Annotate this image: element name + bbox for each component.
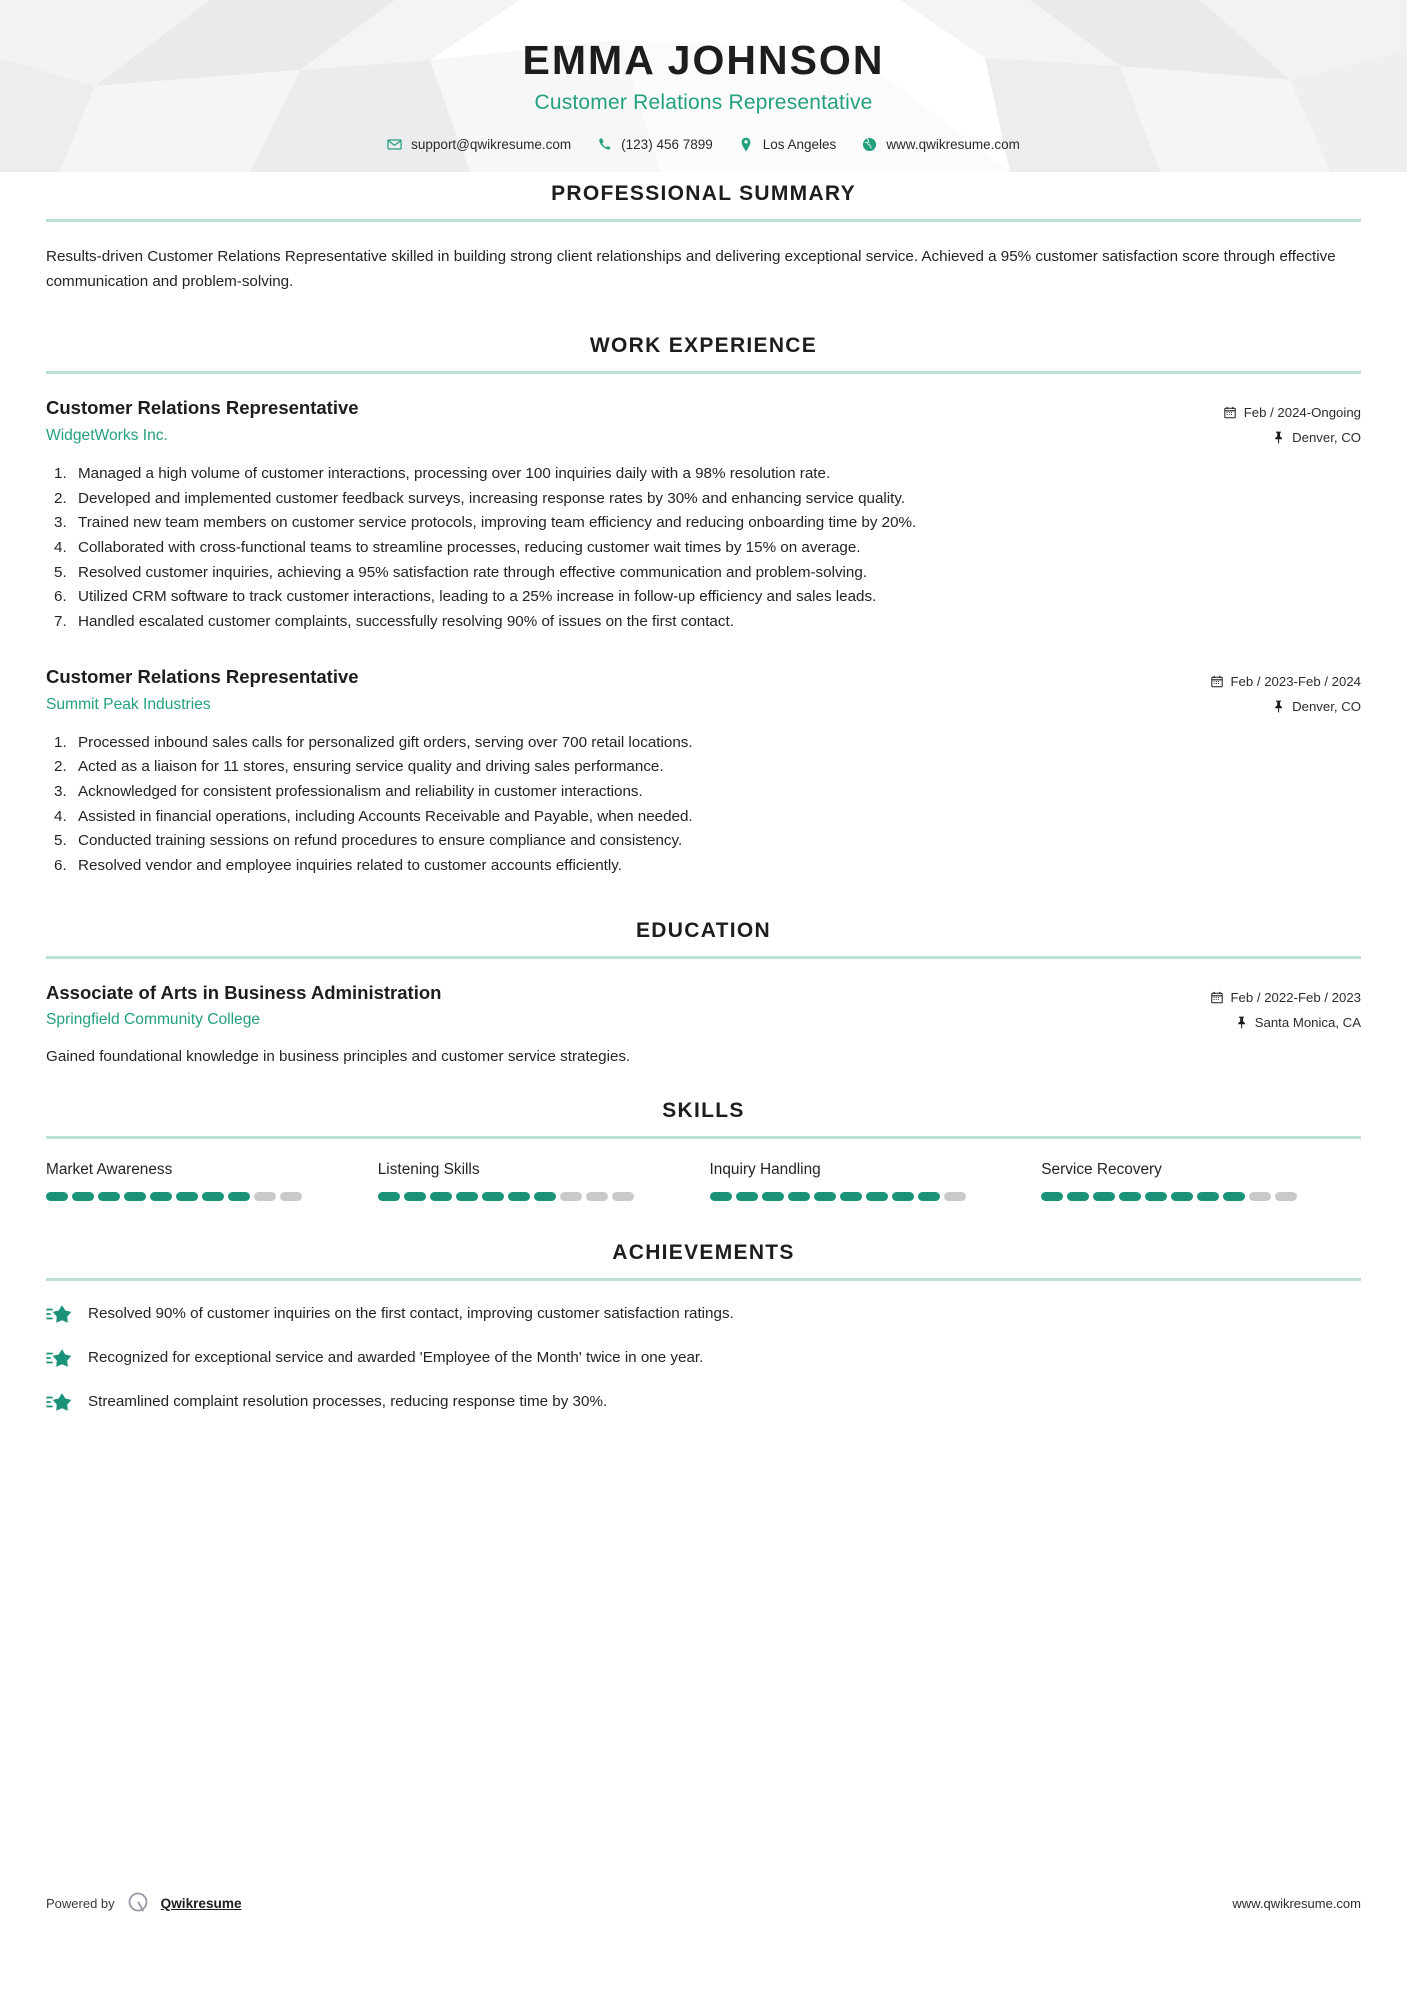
experience-entry-header: [46, 396, 1361, 450]
list-item: Acted as a liaison for 11 stores, ensuring service quality and driving sales performance.: [78, 758, 664, 776]
skill-pip: [508, 1192, 530, 1201]
achievement-text: Resolved 90% of customer inquiries on the first contact, improving customer satisfaction ratings.: [88, 1305, 734, 1323]
page-footer: [46, 1890, 1361, 1916]
list-item: Resolved vendor and employee inquiries related to customer accounts efficiently.: [78, 856, 622, 874]
skill-pip: [944, 1192, 966, 1201]
skill-label: Listening Skills: [377, 1161, 480, 1179]
skill-pip: [736, 1192, 758, 1201]
education-location-value: Santa Monica, CA: [1254, 1014, 1361, 1030]
list-item: Collaborated with cross-functional teams to streamline processes, reducing customer wait times by 15% on average.: [78, 539, 861, 557]
experience-location: [1224, 425, 1361, 450]
skill-pip: [892, 1192, 914, 1201]
experience-bullets: [46, 731, 1361, 879]
pushpin-icon: [1272, 431, 1285, 444]
skill-pip: [788, 1192, 810, 1201]
powered-by-block: [46, 1890, 242, 1916]
section-work-experience: [46, 334, 1361, 878]
education-institution: Springfield Community College: [46, 1011, 261, 1029]
job-title: Customer Relations Representative: [534, 90, 873, 114]
skill-pip: [1093, 1192, 1115, 1201]
skill-level-bar: [378, 1192, 698, 1201]
skill-pip: [1171, 1192, 1193, 1201]
skill-pip: [1275, 1192, 1297, 1201]
experience-date-value: Feb / 2024-Ongoing: [1243, 405, 1361, 421]
skill-pip: [814, 1192, 836, 1201]
skill-pip: [202, 1192, 224, 1201]
calendar-icon: [1211, 991, 1224, 1004]
list-item: Acknowledged for consistent professionalism and reliability in customer interactions.: [78, 783, 643, 800]
phone-icon: [597, 137, 612, 152]
skill-pip: [430, 1192, 452, 1201]
experience-entry-main: [46, 665, 1211, 715]
powered-by-label: Powered by: [46, 1895, 115, 1911]
experience-entry: [46, 665, 1361, 879]
achievement-item: [46, 1347, 1361, 1370]
education-location: [1211, 1010, 1362, 1035]
star-achievement-icon: [46, 1348, 72, 1370]
contact-website-value: www.qwikresume.com: [886, 136, 1020, 152]
achievement-item: [46, 1303, 1361, 1326]
education-degree: Associate of Arts in Business Administration: [46, 981, 442, 1003]
experience-location-value: Denver, CO: [1292, 430, 1361, 446]
skill-label: Service Recovery: [1041, 1161, 1162, 1179]
skill-pip: [46, 1192, 68, 1201]
section-title-achievements: ACHIEVEMENTS: [612, 1241, 795, 1265]
skill-pip: [228, 1192, 250, 1201]
skill-pip: [378, 1192, 400, 1201]
resume-content: [0, 182, 1407, 1414]
envelope-icon: [387, 137, 402, 152]
experience-date: [1224, 400, 1361, 425]
contact-phone[interactable]: [584, 137, 726, 152]
education-entry-header: [46, 981, 1361, 1035]
skill-label: Inquiry Handling: [709, 1161, 821, 1179]
skill-pip: [1145, 1192, 1167, 1201]
skill-pip: [840, 1192, 862, 1201]
education-description: Gained foundational knowledge in business principles and customer service strategies.: [46, 1047, 631, 1065]
section-divider: [46, 1278, 1361, 1281]
skill-pip: [1249, 1192, 1271, 1201]
skill-pip: [404, 1192, 426, 1201]
list-item: Handled escalated customer complaints, successfully resolving 90% of issues on the first contact.: [78, 612, 734, 630]
section-title-education: EDUCATION: [636, 918, 771, 942]
skill-item: [46, 1161, 366, 1201]
achievement-text: Streamlined complaint resolution processes, reducing response time by 30%.: [88, 1393, 608, 1411]
skill-pip: [762, 1192, 784, 1201]
skill-level-bar: [1041, 1192, 1361, 1201]
skill-pip: [280, 1192, 302, 1201]
skill-pip: [534, 1192, 556, 1201]
experience-location-value: Denver, CO: [1292, 698, 1361, 714]
brand-link[interactable]: Qwikresume: [160, 1895, 242, 1911]
section-title-skills: SKILLS: [662, 1099, 745, 1123]
contact-location[interactable]: [726, 137, 850, 152]
list-item: Developed and implemented customer feedback surveys, increasing response rates by 30% and enhancing service quality.: [78, 489, 906, 507]
map-pin-icon: [739, 137, 754, 152]
star-achievement-icon: [46, 1304, 72, 1326]
skill-pip: [586, 1192, 608, 1201]
star-achievement-icon: [46, 1392, 72, 1414]
list-item: Assisted in financial operations, including Accounts Receivable and Payable, when needed.: [78, 807, 693, 825]
experience-organization: WidgetWorks Inc.: [46, 427, 168, 445]
experience-date: [1211, 669, 1362, 694]
section-title-experience: WORK EXPERIENCE: [589, 334, 818, 358]
experience-entry-meta: [1224, 396, 1361, 450]
skill-pip: [1067, 1192, 1089, 1201]
contact-location-value: Los Angeles: [762, 136, 837, 152]
skill-pip: [98, 1192, 120, 1201]
experience-role: Customer Relations Representative: [46, 665, 359, 687]
contact-email[interactable]: [374, 137, 584, 152]
skill-item: [378, 1161, 698, 1201]
skill-pip: [456, 1192, 478, 1201]
section-divider: [46, 371, 1361, 374]
skill-pip: [918, 1192, 940, 1201]
contact-row: [0, 137, 1407, 152]
list-item: Conducted training sessions on refund procedures to ensure compliance and consistency.: [78, 832, 683, 850]
skill-item: [1041, 1161, 1361, 1201]
section-skills: [46, 1099, 1361, 1201]
skill-pip: [1197, 1192, 1219, 1201]
section-divider: [46, 219, 1361, 222]
skill-pip: [710, 1192, 732, 1201]
contact-phone-value: (123) 456 7899: [621, 136, 713, 152]
contact-email-value: support@qwikresume.com: [411, 136, 572, 152]
experience-entry-header: [46, 665, 1361, 719]
list-item: Resolved customer inquiries, achieving a 95% satisfaction rate through effective communication and problem-solving.: [78, 563, 868, 581]
list-item: Processed inbound sales calls for personalized gift orders, serving over 700 retail locations.: [78, 733, 693, 751]
list-item: Managed a high volume of customer interactions, processing over 100 inquiries daily with a 98% resolution rate.: [78, 465, 831, 483]
achievement-text: Recognized for exceptional service and awarded 'Employee of the Month' twice in one year.: [88, 1349, 704, 1367]
skill-pip: [1041, 1192, 1063, 1201]
skill-pip: [124, 1192, 146, 1201]
pushpin-icon: [1235, 1016, 1248, 1029]
skill-pip: [150, 1192, 172, 1201]
skill-level-bar: [46, 1192, 366, 1201]
contact-website[interactable]: [849, 137, 1033, 152]
education-entry: [46, 981, 1361, 1070]
experience-date-value: Feb / 2023-Feb / 2024: [1230, 673, 1361, 689]
globe-icon: [862, 137, 877, 152]
skill-pip: [612, 1192, 634, 1201]
skill-level-bar: [710, 1192, 1030, 1201]
list-item: Utilized CRM software to track customer interactions, leading to a 25% increase in follow-up efficiency and sales leads.: [78, 588, 877, 606]
experience-entry: [46, 396, 1361, 635]
experience-role: Customer Relations Representative: [46, 397, 359, 419]
experience-entry-main: [46, 396, 1224, 446]
skill-pip: [1119, 1192, 1141, 1201]
experience-organization: Summit Peak Industries: [46, 695, 211, 713]
skill-pip: [560, 1192, 582, 1201]
section-divider: [46, 956, 1361, 959]
education-entry-main: [46, 981, 1211, 1031]
skill-label: Market Awareness: [46, 1161, 173, 1179]
skill-pip: [482, 1192, 504, 1201]
experience-bullets: [46, 462, 1361, 634]
pushpin-icon: [1272, 700, 1285, 713]
skill-pip: [176, 1192, 198, 1201]
education-entry-meta: [1211, 981, 1362, 1035]
skills-grid: [46, 1161, 1361, 1201]
calendar-icon: [1224, 406, 1237, 419]
summary-text: Results-driven Customer Relations Representative skilled in building strong client relationships and delivering exceptional service. Achieved a 95% customer satisfaction score through effective communication and problem-solving.: [46, 247, 1336, 290]
skill-item: [710, 1161, 1030, 1201]
skill-pip: [72, 1192, 94, 1201]
section-education: [46, 919, 1361, 1070]
skill-pip: [866, 1192, 888, 1201]
skill-pip: [1223, 1192, 1245, 1201]
list-item: Trained new team members on customer service protocols, improving team efficiency and reducing onboarding time by 20%.: [78, 514, 917, 532]
calendar-icon: [1211, 675, 1224, 688]
achievement-item: [46, 1391, 1361, 1414]
section-professional-summary: [46, 182, 1361, 294]
page-title: EMMA JOHNSON: [522, 37, 885, 83]
section-title-summary: PROFESSIONAL SUMMARY: [551, 181, 856, 205]
qwikresume-logo-icon: [125, 1890, 151, 1916]
education-date: [1211, 985, 1362, 1010]
footer-url[interactable]: www.qwikresume.com: [1232, 1895, 1361, 1911]
section-divider: [46, 1136, 1361, 1139]
section-achievements: [46, 1241, 1361, 1414]
education-date-value: Feb / 2022-Feb / 2023: [1230, 989, 1361, 1005]
experience-location: [1211, 694, 1362, 719]
experience-entry-meta: [1211, 665, 1362, 719]
resume-header: [0, 0, 1407, 152]
skill-pip: [254, 1192, 276, 1201]
